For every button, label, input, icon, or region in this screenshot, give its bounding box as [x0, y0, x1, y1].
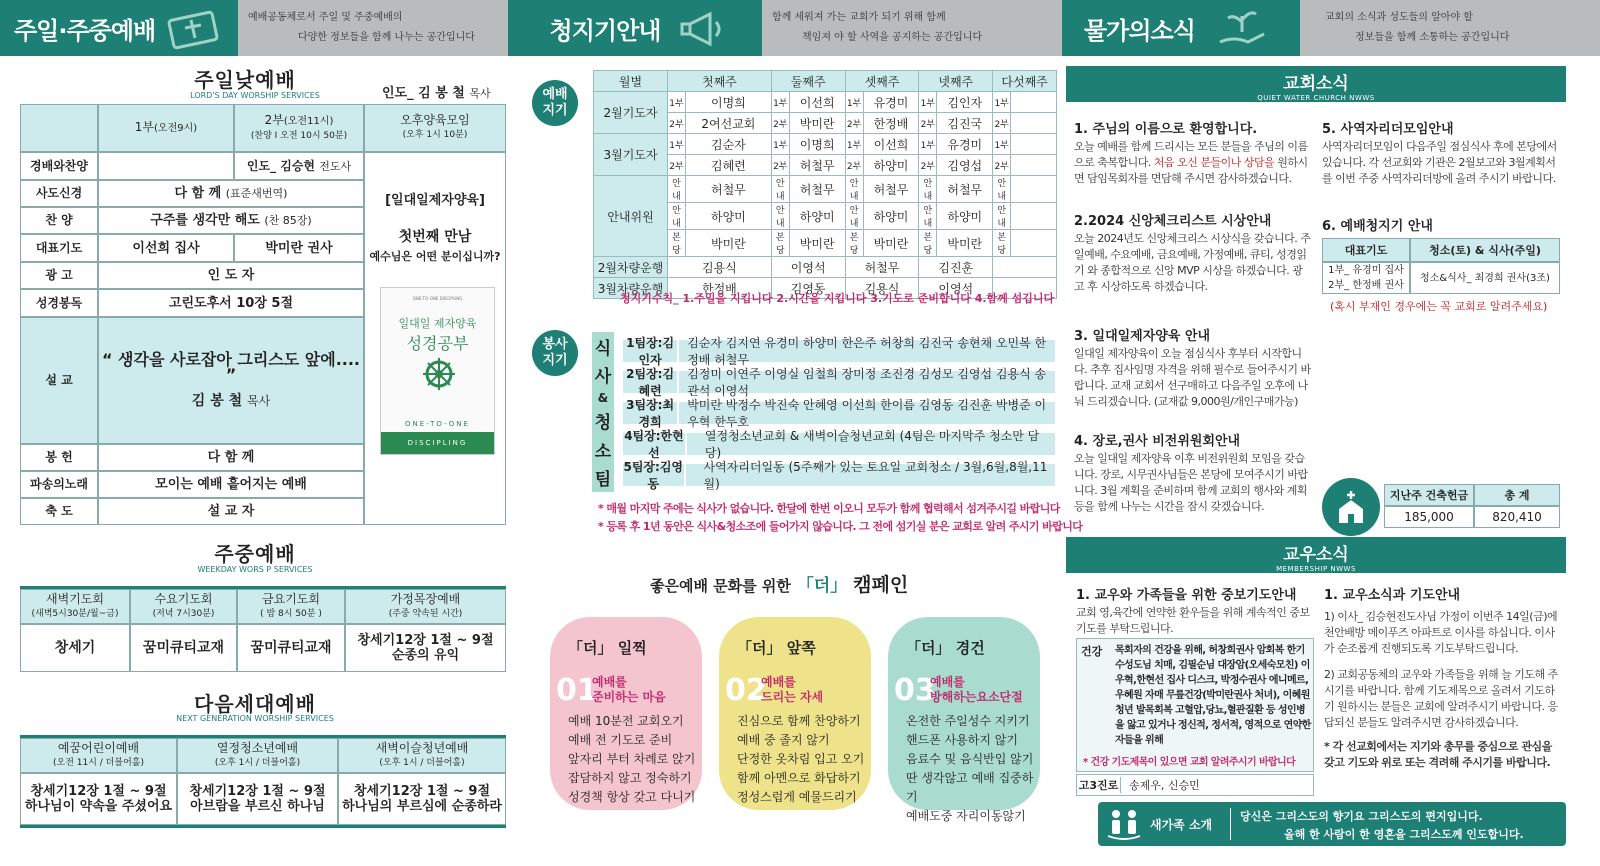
steward-cell: 2부: [993, 113, 1011, 134]
steward-cell: 안내: [993, 176, 1011, 203]
header-desc: 다양한 정보들을 함께 나누는 공간입니다: [298, 32, 475, 43]
sermon: [98, 317, 364, 444]
header-desc: 함께 세워져 가는 교회가 되기 위해 함께: [772, 12, 946, 23]
nurture-panel: [364, 152, 506, 525]
row-label: 성경봉독: [20, 289, 98, 317]
steward-cell: [1011, 155, 1057, 176]
header-title: 청지기안내: [508, 0, 762, 56]
steward-row-label: 3월차량운행: [594, 278, 668, 299]
meal-cleaning-team-label: 식 사 & 청 소 팀: [592, 332, 614, 492]
row-label: 경배와찬양: [20, 152, 98, 180]
steward-cell: 안내: [845, 203, 863, 230]
campaign-card-reverent: 「더」 경건 03 예배를 방해하는요소단절 온전한 주일성수 지키기 핸드폰 사용하지 않기 음료수 및 음식반입 않기 딴 생각않고 예배 집중하기 예배도중 자리이동않기: [888, 617, 1040, 810]
weekday-col: 가정목장예배 (주중 약속된 시간): [345, 589, 506, 624]
steward-cell: 안내: [668, 176, 686, 203]
steward-cell: 2부: [771, 113, 789, 134]
steward-cell: 1부: [993, 134, 1011, 155]
weekday-subtitle: WEEKDAY WORS P SERVICES: [197, 565, 313, 574]
steward-cell: 하양미: [937, 203, 993, 230]
member-item: 1. 교우와 가족들을 위한 중보기도안내 교회 영,육간에 연약한 환우들을 위해 계속적인 중보기도를 부탁드립니다.: [1076, 588, 1310, 635]
nurture-sub2: 예수님은 어떤 분이십니까?: [369, 250, 501, 263]
badge-worship: 예배 지기: [532, 80, 578, 126]
badge-service: 봉사 지기: [532, 330, 578, 376]
campaign-card-early: 「더」 일찍 01 예배를 준비하는 마음 예배 10분전 교회오기 예배 전 기도로 준비 앞자리 부터 차례로 앉기 잡담하지 않고 정숙하기 성경책 항상 갖고 다니기: [550, 617, 702, 810]
steward-cell: 안내: [771, 176, 789, 203]
steward-cell: [1011, 113, 1057, 134]
weekday-col: 수요기도회 (저녁 7시30분): [130, 589, 237, 624]
header-title: 주일·주중예배: [0, 0, 238, 56]
header-title: 물가의소식: [1062, 0, 1300, 56]
steward-cell: 박미란: [686, 230, 772, 257]
duty-prayer: 1부_ 유경미 집사 2부_ 한정배 권사: [1322, 262, 1410, 294]
steward-cell: 박미란: [789, 230, 845, 257]
news-item: 4. 장로,권사 비전위원회안내 오늘 일대일 제자양육 이후 비전위원회 모임을 갖습니다. 장로, 시무권사님들은 본당에 모여주시기 바랍니다. 3월 계획을 준비하며 함께 교회의 행사와 계획등을 함께 나누는 시간을 잠시 갖겠습니다.: [1074, 434, 1308, 513]
church-icon: [1322, 478, 1380, 536]
steward-cell: 1부: [993, 92, 1011, 113]
header-desc: 책임져 야 할 사역을 공지하는 공간입니다: [802, 32, 983, 43]
fund-header: 지난주 건축헌금: [1384, 484, 1474, 506]
row-label: 봉 헌: [20, 444, 98, 471]
service-1-header: 1부(오전9시): [98, 104, 234, 152]
scripture-value: 고린도후서 10장 5절: [98, 289, 364, 317]
steward-cell: 1부: [771, 92, 789, 113]
steward-cell: 본당: [919, 230, 937, 257]
steward-cell: 안내: [919, 176, 937, 203]
steward-cell: 박미란: [937, 230, 993, 257]
steward-cell: 하양미: [789, 203, 845, 230]
row-label: 설 교: [20, 317, 98, 444]
duty-cleaning: 청소&식사_ 최경희 권사(3조): [1410, 262, 1560, 294]
bible-icon: [165, 6, 225, 50]
steward-cell: 김혜련: [686, 155, 772, 176]
team-row: 4팀장:한현선 열정청소년교회 & 새벽이슬청년교회 (4팀은 마지막주 청소만 담당): [623, 433, 1055, 455]
steward-cell: 하양미: [863, 203, 919, 230]
fund-value: 820,410: [1474, 506, 1560, 528]
service-2-header: 2부(오전11시) (찬양 I 오전 10시 50분): [234, 104, 364, 152]
steward-cell: 한정배: [863, 113, 919, 134]
duty-header: 대표기도: [1322, 238, 1410, 262]
row-label: 대표기도: [20, 234, 98, 262]
service-note: * 등록 후 1년 동안은 식사&청소조에 들어가지 않습니다. 그 전에 섬기실 분은 교회로 알려 주시기 바랍니다: [598, 520, 1083, 533]
new-family-banner: 새가족 소개 당신은 그리스도의 향기요 그리스도의 편지입니다. 올해 한 사람이 한 영혼을 그리스도께 인도합니다.: [1098, 802, 1566, 846]
steward-table: 월별 첫째주 둘째주 셋째주 넷째주 다섯째주 2월기도자 1부 이명희 1부 이선희 1부 유경미 1부 김인자 1부 2부 2여선교회 2부 박미란 2부 한정배 2부 김진국 2부 3월기도자 1부 김순자 1부 이명희 1부 이선희 1부 유경미 1부 2부 김혜련 2부 허철무 2부 하양미 2부 김영섭 2부 안내위원 안내 허철무 안내 허철무 안내 허철무 안내 허철무 안내 안내 하양미 안내 하양미 안내 하양미 안내 하양미 안내 본당 박미란 본당 박미란 본당 박미란 본당 박미란 본당 2월차량운행 김용식 이영석 허철무 김진훈 3월차량운행 한정배 김영동 김용식 이영석: [593, 70, 1057, 284]
praise-leader: 인도_ 김승현 전도사: [234, 152, 364, 180]
team-row: 5팀장:김영동 사역자리더일동 (5주째가 있는 토요일 교회청소 / 3월,6월,8월,11월): [623, 464, 1055, 486]
creed-value: 다 함 께 (표준새번역): [98, 180, 364, 207]
steward-cell: 1부: [919, 134, 937, 155]
duty-note: (혹시 부재인 경우에는 꼭 교회로 알려주세요): [1330, 300, 1548, 313]
exam-box: 고3진로 송제우, 신승민: [1076, 774, 1314, 796]
sermon-title: “ 생각을 사로잡아 그리스도 앞에.... ”: [101, 350, 361, 384]
steward-cell: 2부: [993, 155, 1011, 176]
steward-cell: 1부: [668, 134, 686, 155]
weekday-text: 창세기: [20, 624, 130, 672]
weekday-text: 꿈미큐티교재: [237, 624, 345, 672]
row-label: 축 도: [20, 498, 98, 525]
steward-cell: 2여선교회: [686, 113, 772, 134]
announce-value: 인 도 자: [98, 262, 364, 289]
steward-cell: 2부: [845, 155, 863, 176]
steward-cell: 유경미: [937, 134, 993, 155]
fund-header: 총 계: [1474, 484, 1560, 506]
steward-cell: [1011, 203, 1057, 230]
steward-cell: 안내: [771, 203, 789, 230]
steward-cell: [1011, 92, 1057, 113]
steward-cell: 하양미: [863, 155, 919, 176]
campaign-card-front: 「더」 앞쪽 02 예배를 드리는 자세 진심으로 함께 찬양하기 예배 중 졸지 않기 단정한 옷차림 입고 오기 함께 아멘으로 화답하기 정성스럽게 예물드리기: [719, 617, 871, 810]
steward-cell: 이영석: [771, 257, 845, 278]
steward-cell: 1부: [919, 92, 937, 113]
service-note: * 매월 마지막 주에는 식사가 없습니다. 한달에 한번 이오니 모두가 함께 협력해서 섬겨주시길 바랍니다: [598, 502, 1060, 515]
weekday-col: 새벽기도회 (새벽5시30분/월~금): [20, 589, 130, 624]
header-desc: 예배공동체로서 주일 및 주중예배의: [248, 12, 403, 23]
steward-rules: 청지기수칙_ 1.주일을 지킵니다 2.시간을 지킵니다 3.기도로 준비합니다 4.함께 섬깁니다: [620, 292, 1055, 305]
nextgen-title: 다음세대예배: [194, 692, 316, 716]
nextgen-col: 예꿈어린이예배 (오전 11시 / 더블어홀): [20, 738, 177, 773]
steward-cell: 이선희: [789, 92, 845, 113]
steward-cell: 안내: [919, 203, 937, 230]
steward-cell: [1011, 176, 1057, 203]
offering-value: 다 함 께: [98, 444, 364, 471]
row-label: 사도신경: [20, 180, 98, 207]
steward-cell: 이선희: [863, 134, 919, 155]
steward-cell: 1부: [668, 92, 686, 113]
steward-cell: 이명희: [789, 134, 845, 155]
weekday-col: 금요기도회 ( 밤 8시 50분 ): [237, 589, 345, 624]
lords-day-title: 주일낮예배: [194, 68, 296, 92]
compass-wheel-icon: [421, 356, 457, 392]
steward-cell: 허철무: [863, 176, 919, 203]
megaphone-icon: [676, 6, 730, 52]
news-item: 3. 일대일제자양육 안내 일대일 제자양육이 오늘 점심식사 후부터 시작합니다. 추후 집사임명 자격을 위해 필수로 들어주시기 바랍니다. 교재 교회서 선구매하고 다음주일 오후에 나눠 드리겠습니다. (교재값 9,000원/개인구매가능): [1074, 329, 1311, 408]
campaign-title: 좋은예배 문화를 위한 「더」 캠페인: [650, 574, 909, 596]
steward-cell: 박미란: [789, 113, 845, 134]
steward-cell: 허철무: [686, 176, 772, 203]
steward-cell: 1부: [845, 134, 863, 155]
nextgen-subtitle: NEXT GENERATION WORSHIP SERVICES: [176, 714, 334, 723]
header-news: [1062, 0, 1600, 56]
steward-cell: 박미란: [863, 230, 919, 257]
news-item: 2.2024 신앙체크리스트 시상안내 오늘 2024년도 신앙체크리스 시상식을 갖습니다. 주일예배, 수요예배, 금요예배, 가정예배, 큐티, 성경읽기 와 종합적으로 신앙 MVP 시상을 하겠습니다. 광고 후 시상하도록 하겠습니다.: [1074, 214, 1311, 293]
family-icon: [1104, 806, 1144, 842]
weekday-text: 창세기12장 1절 ~ 9절 순종의 유익: [345, 624, 506, 672]
team-row: 1팀장:김인자 김순자 김지연 유경미 하양미 한은주 허창희 김진국 송현채 오민복 한정배 허철무: [623, 340, 1055, 362]
steward-cell: 이명희: [686, 92, 772, 113]
header-desc: 교회의 소식과 성도들의 알아야 할: [1325, 12, 1473, 23]
member-news-bar: 교우소식 MEMBERSHIP NWWS: [1066, 537, 1566, 573]
benediction: 설 교 자: [98, 498, 364, 525]
health-box: 건강 목회자의 건강을 위해, 허창희권사 암회복 한기수성도님 치매, 김필순님 대장암(오세숙모친) 이우혁,한현선 집사 디스크, 박정수권사 에니메르, 우혜원 자매 무릎건강(박미란권사 처녀), 이혜원 청년 발목회복 고혈압,당뇨,혈관질환 등 성인병을 앓고 있거나 정신적, 정서적, 영적으로 연약한 자들을 위해 * 건강 기도제목이 있으면 교회 알려주시기 바랍니다: [1076, 638, 1314, 772]
prayer-2: 박미란 권사: [234, 234, 364, 262]
hand-sprout-icon: [1214, 6, 1270, 52]
row-label: 광 고: [20, 262, 98, 289]
book-cover: ONE-TO-ONE DISCIPLING 일대일 제자양육 성경공부 ONE-TO-ONE DISCIPLING: [380, 287, 495, 455]
nextgen-text: 창세기12장 1절 ~ 9절 아브람을 부르신 하나님: [177, 773, 338, 825]
steward-cell: 1부: [845, 92, 863, 113]
steward-row-label: 안내위원: [594, 176, 668, 257]
steward-cell: 김진훈: [919, 257, 993, 278]
nextgen-col: 새벽이슬청년예배 (오후 1시 / 더블어홀): [338, 738, 506, 773]
prayer-1: 이선희 집사: [98, 234, 234, 262]
header-steward: [508, 0, 1062, 56]
steward-cell: 유경미: [863, 92, 919, 113]
nurture-title: [일대일제자양육]: [385, 193, 485, 208]
steward-cell: 김용식: [845, 278, 919, 299]
lords-day-subtitle: LORD'S DAY WORSHIP SERVICES: [190, 91, 320, 100]
news-item: 5. 사역자리더모임안내 사역자리더모임이 다음주일 점심식사 후에 본당에서 있습니다. 각 선교회와 기관은 2월보고와 3월계획서를 이번 주중 사역자리더방에 올려 주시기 바랍니다.: [1322, 122, 1557, 185]
steward-cell: 김순자: [686, 134, 772, 155]
nextgen-text: 창세기12장 1절 ~ 9절 하나님이 약속을 주셨어요: [20, 773, 177, 825]
steward-cell: 2부: [771, 155, 789, 176]
steward-cell: 허철무: [937, 176, 993, 203]
weekday-text: 꿈미큐티교재: [130, 624, 237, 672]
afternoon-header: 오후양육모임 (오후 1시 10분): [364, 104, 506, 152]
steward-cell: 허철무: [789, 155, 845, 176]
steward-row-label: 2월기도자: [594, 92, 668, 134]
steward-cell: 2부: [919, 113, 937, 134]
steward-cell: 김영섭: [937, 155, 993, 176]
worship-leader: 인도_ 김 봉 철 목사: [382, 86, 491, 101]
weekday-title: 주중예배: [214, 542, 296, 566]
steward-cell: 김진국: [937, 113, 993, 134]
header-desc: 정보들을 함께 소통하는 공간입니다: [1355, 32, 1510, 43]
steward-cell: 허철무: [789, 176, 845, 203]
steward-cell: 2부: [919, 155, 937, 176]
steward-cell: 김용식: [668, 257, 772, 278]
steward-row-label: 2월차량운행: [594, 257, 668, 278]
steward-cell: 2부: [668, 113, 686, 134]
steward-cell: 허철무: [845, 257, 919, 278]
sending-song: 모이는 예배 흩어지는 예배: [98, 471, 364, 498]
steward-cell: 안내: [845, 176, 863, 203]
steward-cell: 1부: [771, 134, 789, 155]
steward-cell: 김영동: [771, 278, 845, 299]
duty-header: 청소(토) & 식사(주일): [1410, 238, 1560, 262]
nurture-sub1: 첫번째 만남: [398, 229, 472, 245]
member-item: 1. 교우소식과 기도안내 1) 이사_ 김승현전도사님 가정이 이번주 14일(금)에 천안배방 메이푸즈 아파트로 이사를 하십니다. 이사가 순조롭게 진행되도록 기도부탁드립니다. 2) 교회공동체의 교우와 가족들을 위해 늘 기도해 주시기를 바랍니다. 함께 기도제목으로 올려서 기도하기 원하시는 분들은 교회에 알려주시기 바랍니다. 응답되신 분들도 알려주시면 감사하겠습니다. * 각 선교회에서는 지기와 총무를 중심으로 관심을 갖고 기도와 위로 또는 격려해 주시기를 바랍니다.: [1324, 588, 1558, 769]
steward-cell: 본당: [845, 230, 863, 257]
church-news-bar: 교회소식 QUIET WATER CHURCH NWWS: [1066, 66, 1566, 102]
steward-cell: 안내: [668, 203, 686, 230]
news-item: 6. 예배청지기 안내: [1322, 219, 1433, 234]
nextgen-text: 창세기12장 1절 ~ 9절 하나님의 부르심에 순종하라: [338, 773, 506, 825]
row-label: 파송의노래: [20, 471, 98, 498]
steward-cell: 2부: [668, 155, 686, 176]
steward-cell: [1011, 134, 1057, 155]
steward-cell: 2부: [845, 113, 863, 134]
steward-cell: [1011, 230, 1057, 257]
steward-cell: [993, 257, 1057, 278]
news-item: 1. 주님의 이름으로 환영합니다. 오늘 예배를 함께 드리시는 모든 분들을 주님의 이름으로 축복합니다. 처음 오신 분들이나 상담을 원하시면 담임목회자를 면담해 주시면 감사하겠습니다.: [1074, 122, 1308, 185]
steward-cell: 하양미: [686, 203, 772, 230]
fund-value: 185,000: [1384, 506, 1474, 528]
nextgen-col: 열정청소년예배 (오후 1시 / 더블어홀): [177, 738, 338, 773]
hymn-value: 구주를 생각만 해도 (찬 85장): [98, 207, 364, 234]
steward-cell: 본당: [668, 230, 686, 257]
team-row: 3팀장:최경희 박미란 박정수 박진숙 안혜영 이선희 한이름 김영동 김진훈 박병준 이우혁 한두호: [623, 402, 1055, 424]
steward-cell: 본당: [993, 230, 1011, 257]
steward-cell: 안내: [993, 203, 1011, 230]
row-label: 찬 양: [20, 207, 98, 234]
preacher: 김 봉 철 목사: [191, 393, 271, 409]
steward-row-label: 3월기도자: [594, 134, 668, 176]
header-worship: [0, 0, 508, 56]
steward-cell: 김인자: [937, 92, 993, 113]
team-row: 2팀장:김혜련 김정미 이연주 이영실 임철희 장미정 조진경 김성모 김영섭 김용식 송관석 이영석: [623, 371, 1055, 393]
steward-cell: 이영석: [919, 278, 993, 299]
steward-cell: 한정배: [668, 278, 772, 299]
steward-cell: 본당: [771, 230, 789, 257]
